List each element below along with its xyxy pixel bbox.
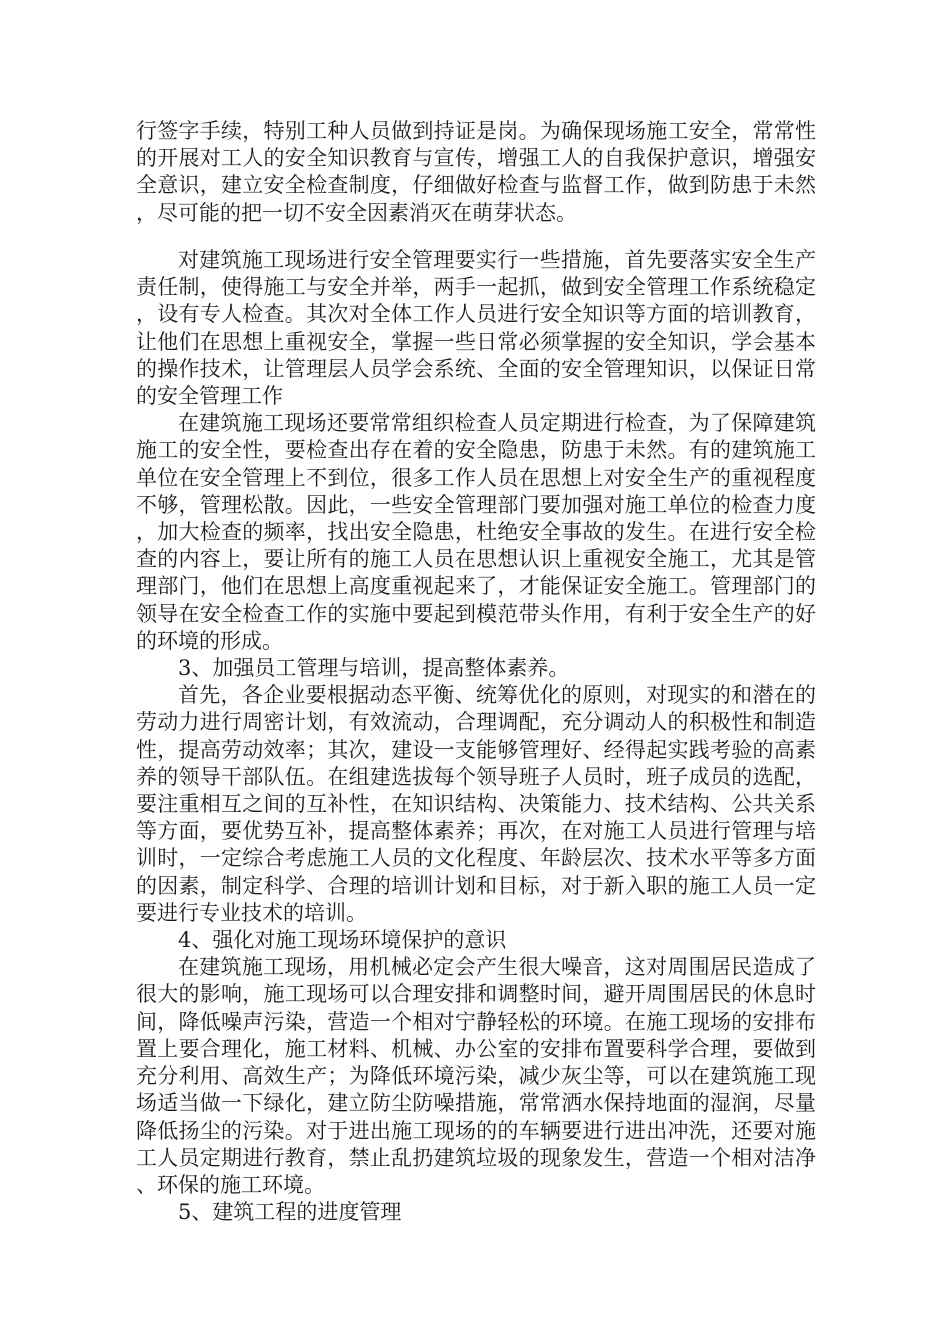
paragraph-staff-training: 首先，各企业要根据动态平衡、统筹优化的原则，对现实的和潜在的劳动力进行周密计划，有效流动，合理调配，充分调动人的积极性和制造性，提高劳动效率；其次，建设一支能够管理好、经得起实践考验的高素养的领导干部队伍。在组建选拔每个领导班子人员时，班子成员的选配，要注重相互之间的互补性，在知识结构、决策能力、技术结构、公共关系等方面，要优势互补，提高整体素养；再次，在对施工人员进行管理与培训时，一定综合考虑施工人员的文化程度、年龄层次、技术水平等多方面的因素，制定科学、合理的培训计划和目标，对于新入职的施工人员一定要进行专业技术的培训。	[136, 683, 816, 925]
paragraph-safety-measures: 对建筑施工现场进行安全管理要实行一些措施，首先要落实安全生产责任制，使得施工与安全并举，两手一起抓，做到安全管理工作系统稳定，设有专人检查。其次对全体工作人员进行安全知识等方面的培训教育，让他们在思想上重视安全，掌握一些日常必须掌握的安全知识，学会基本的操作技术，让管理层人员学会系统、全面的安全管理知识，以保证日常的安全管理工作	[136, 248, 816, 409]
paragraph-environment: 在建筑施工现场，用机械必定会产生很大噪音，这对周围居民造成了很大的影响，施工现场可以合理安排和调整时间，避开周围居民的休息时间，降低噪声污染，营造一个相对宁静轻松的环境。在施工现场的安排布置上要合理化，施工材料、机械、办公室的安排布置要科学合理，要做到充分利用、高效生产；为降低环境污染，减少灰尘等，可以在建筑施工现场适当做一下绿化，建立防尘防噪措施，常常洒水保持地面的湿润，尽量降低扬尘的污染。对于进出施工现场的的车辆要进行进出冲洗，还要对施工人员定期进行教育，禁止乱扔建筑垃圾的现象发生，营造一个相对洁净、环保的施工环境。	[136, 955, 816, 1197]
section-heading-environment: 4、强化对施工现场环境保护的意识	[178, 928, 507, 953]
section-heading-staff-training: 3、加强员工管理与培训，提高整体素养。	[178, 656, 570, 681]
paragraph-safety-inspection: 在建筑施工现场还要常常组织检查人员定期进行检查，为了保障建筑施工的安全性，要检查出存在着的安全隐患，防患于未然。有的建筑施工单位在安全管理上不到位，很多工作人员在思想上对安全生产的重视程度不够，管理松散。因此，一些安全管理部门要加强对施工单位的检查力度，加大检查的频率，找出安全隐患，杜绝安全事故的发生。在进行安全检查的内容上，要让所有的施工人员在思想认识上重视安全施工，尤其是管理部门，他们在思想上高度重视起来了，才能保证安全施工。管理部门的领导在安全检查工作的实施中要起到模范带头作用，有利于安全生产的好的环境的形成。	[136, 411, 816, 653]
paragraph-continued: 行签字手续，特别工种人员做到持证是岗。为确保现场施工安全，常常性的开展对工人的安全知识教育与宣传，增强工人的自我保护意识，增强安全意识，建立安全检查制度，仔细做好检查与监督工作，做到防患于未然，尽可能的把一切不安全因素消灭在萌芽状态。	[136, 119, 816, 225]
section-heading-progress: 5、建筑工程的进度管理	[178, 1200, 402, 1225]
body-text-block	[136, 247, 816, 1226]
continued-paragraph-block	[136, 118, 816, 227]
